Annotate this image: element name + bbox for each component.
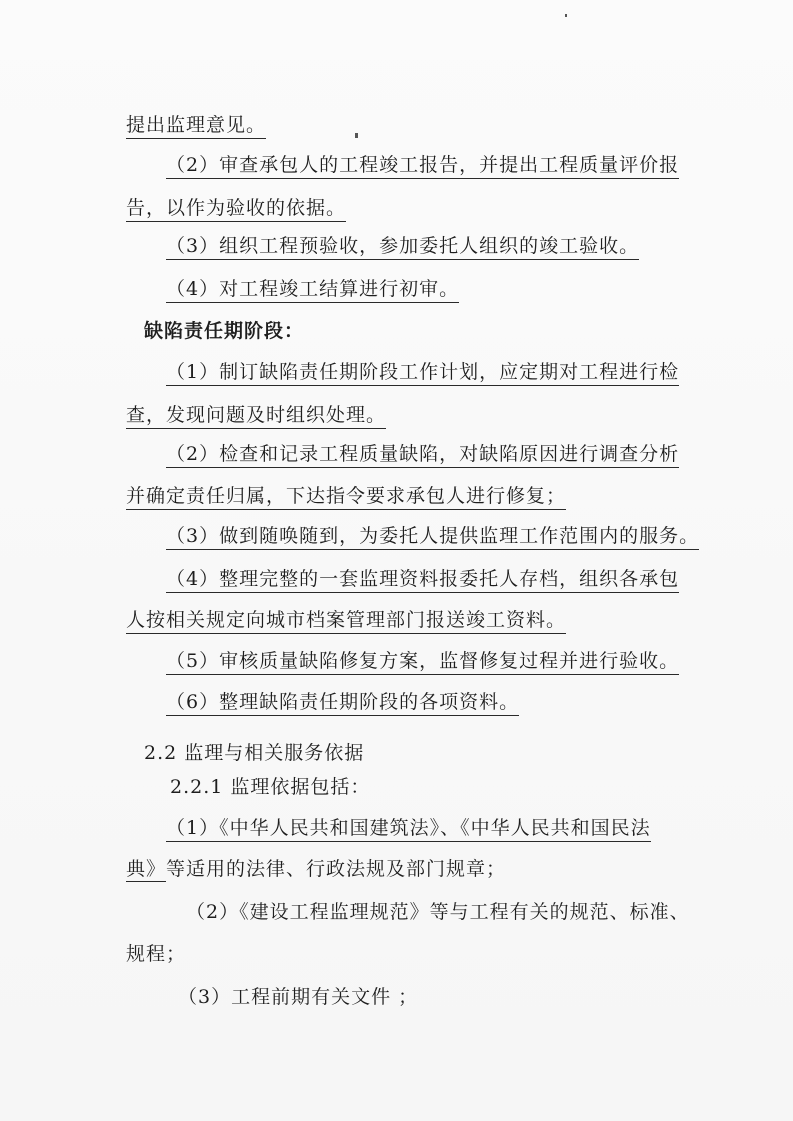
- text-line-part: 典》: [126, 858, 167, 880]
- section-heading: 缺陷责任期阶段：: [144, 320, 305, 342]
- text-line: 人按相关规定向城市档案管理部门报送竣工资料。: [126, 608, 566, 634]
- text-line: 告，以作为验收的依据。: [126, 196, 346, 222]
- text-line: （3）组织工程预验收，参加委托人组织的竣工验收。: [166, 234, 639, 260]
- text-line: （4）对工程竣工结算进行初审。: [166, 277, 459, 303]
- text-line: （1）《中华人民共和国建筑法》、《中华人民共和国民法: [166, 816, 651, 842]
- text-line: 查，发现问题及时组织处理。: [126, 403, 386, 429]
- subsection-heading: 2.2.1 监理依据包括：: [170, 776, 371, 798]
- text-line: （4）整理完整的一套监理资料报委托人存档，组织各承包: [166, 567, 679, 593]
- text-line: [126, 857, 506, 881]
- subsection-heading: 2.2 监理与相关服务依据: [144, 742, 365, 764]
- text-line: （5）审核质量缺陷修复方案，监督修复过程并进行验收。: [166, 649, 679, 675]
- text-line: （2）检查和记录工程质量缺陷，对缺陷原因进行调查分析: [166, 442, 679, 468]
- text-line: 并确定责任归属，下达指令要求承包人进行修复；: [126, 484, 566, 510]
- text-line: （6）整理缺陷责任期阶段的各项资料。: [166, 690, 519, 716]
- text-line: （2）《建设工程监理规范》等与工程有关的规范、标准、: [186, 901, 690, 923]
- text-line: （3）工程前期有关文件 ；: [178, 986, 419, 1008]
- text-line: （2）审查承包人的工程竣工报告，并提出工程质量评价报: [166, 153, 679, 179]
- ink-speck: [565, 14, 567, 17]
- text-line-part: 等适用的法律、行政法规及部门规章；: [166, 858, 507, 880]
- text-line: （1）制订缺陷责任期阶段工作计划，应定期对工程进行检: [166, 360, 679, 386]
- text-line: （3）做到随唤随到，为委托人提供监理工作范围内的服务。: [166, 524, 699, 550]
- ink-speck: [355, 133, 358, 138]
- text-line: 规程；: [126, 943, 187, 965]
- text-line: 提出监理意见。: [126, 113, 266, 139]
